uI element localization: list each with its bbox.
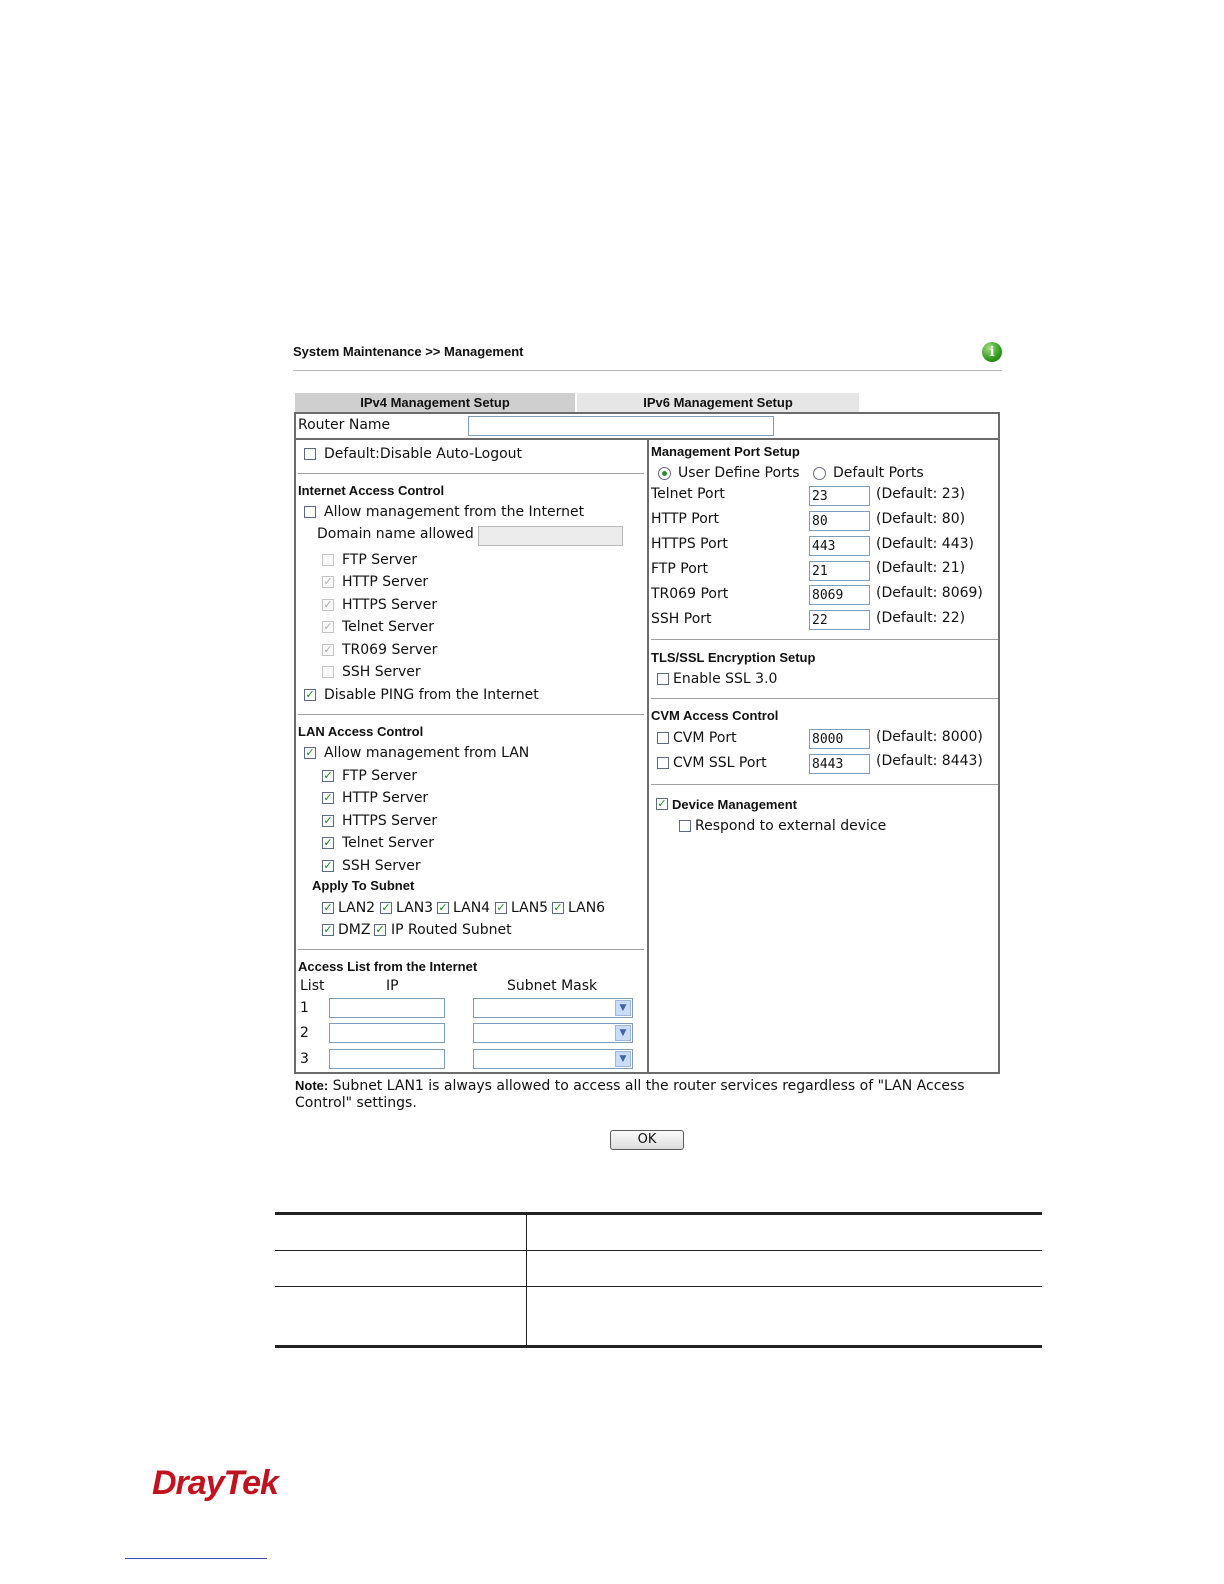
note-prefix: Note: xyxy=(295,1078,329,1093)
subnet-label: DMZ xyxy=(338,922,371,938)
draytek-logo: DrayTek xyxy=(152,1464,278,1502)
access-list-title: Access List from the Internet xyxy=(298,959,478,974)
port-label: TR069 Port xyxy=(651,586,729,602)
cvm-title: CVM Access Control xyxy=(651,708,779,723)
access-list-ip-input[interactable] xyxy=(329,1049,445,1069)
lan-service-label: HTTP Server xyxy=(342,790,429,806)
auto-logout-label: Default:Disable Auto-Logout xyxy=(324,446,523,462)
enable-ssl-label: Enable SSL 3.0 xyxy=(673,671,778,687)
lan-http-checkbox[interactable]: ✓ xyxy=(323,791,333,804)
table-row-rule xyxy=(275,1250,1042,1251)
internet-service-label: Telnet Server xyxy=(342,619,435,635)
port-label: Telnet Port xyxy=(651,486,725,502)
cvm-port-input[interactable] xyxy=(809,729,870,749)
access-list-ip-input[interactable] xyxy=(329,1023,445,1043)
http-port-input[interactable] xyxy=(809,511,870,531)
column-divider xyxy=(647,440,649,1072)
internet-service-label: TR069 Server xyxy=(342,642,438,658)
subnet-label: LAN6 xyxy=(568,900,606,916)
lan-ftp-checkbox[interactable]: ✓ xyxy=(323,769,333,782)
internet-tr069-checkbox[interactable]: ✓ xyxy=(323,643,333,656)
note-text xyxy=(295,1077,995,1112)
subnet-lan5-checkbox[interactable]: ✓ xyxy=(496,901,506,914)
chevron-down-icon[interactable]: ▼ xyxy=(615,1000,631,1016)
allow-lan-label: Allow management from LAN xyxy=(324,745,530,761)
tab-ipv6-management[interactable]: IPv6 Management Setup xyxy=(577,393,859,412)
cvm-ssl-port-label: CVM SSL Port xyxy=(673,755,767,771)
chevron-down-icon[interactable]: ▼ xyxy=(615,1051,631,1067)
port-default-text: (Default: 8069) xyxy=(876,585,983,601)
chevron-down-icon[interactable]: ▼ xyxy=(615,1025,631,1041)
internet-service-label: FTP Server xyxy=(342,552,418,568)
access-list-ip-input[interactable] xyxy=(329,998,445,1018)
lan-service-label: FTP Server xyxy=(342,768,418,784)
tab-ipv4-management[interactable]: IPv4 Management Setup xyxy=(295,393,575,412)
access-list-col-ip: IP xyxy=(386,978,399,994)
domain-allowed-input[interactable] xyxy=(478,526,623,546)
port-label: HTTP Port xyxy=(651,511,720,527)
internet-telnet-checkbox[interactable]: ✓ xyxy=(323,620,333,633)
lan-service-label: SSH Server xyxy=(342,858,421,874)
lan-service-label: HTTPS Server xyxy=(342,813,438,829)
cvm-ssl-port-input[interactable] xyxy=(809,754,870,774)
info-icon[interactable]: i xyxy=(982,342,1002,362)
port-default-text: (Default: 8000) xyxy=(876,729,983,745)
subnet-lan3-checkbox[interactable]: ✓ xyxy=(381,901,391,914)
port-label: HTTPS Port xyxy=(651,536,728,552)
user-define-ports-radio[interactable] xyxy=(658,467,671,480)
access-list-col-mask: Subnet Mask xyxy=(507,978,598,994)
access-list-row-number: 2 xyxy=(300,1025,309,1041)
telnet-port-input[interactable] xyxy=(809,486,870,506)
separator xyxy=(298,473,644,474)
router-name-input[interactable] xyxy=(468,416,774,436)
access-list-col-list: List xyxy=(300,978,325,994)
lan-access-title: LAN Access Control xyxy=(298,724,424,739)
router-name-label: Router Name xyxy=(298,417,391,433)
respond-external-label: Respond to external device xyxy=(695,818,887,834)
table-top-rule xyxy=(275,1212,1042,1215)
port-label: FTP Port xyxy=(651,561,709,577)
port-label: SSH Port xyxy=(651,611,712,627)
cvm-port-checkbox[interactable] xyxy=(657,732,669,744)
port-default-text: (Default: 21) xyxy=(876,560,966,576)
tr069-port-input[interactable] xyxy=(809,585,870,605)
subnet-dmz-checkbox[interactable]: ✓ xyxy=(323,923,333,936)
respond-external-checkbox[interactable] xyxy=(679,820,691,832)
subnet-ip-routed-checkbox[interactable]: ✓ xyxy=(375,923,385,936)
footer-rule xyxy=(125,1558,267,1559)
cvm-port-label: CVM Port xyxy=(673,730,737,746)
ssh-port-input[interactable] xyxy=(809,610,870,630)
disable-ping-checkbox[interactable]: ✓ xyxy=(305,688,315,701)
router-name-row xyxy=(296,414,998,440)
default-ports-radio[interactable] xyxy=(813,467,826,480)
access-list-mask-select[interactable] xyxy=(473,1049,633,1069)
internet-service-label: HTTPS Server xyxy=(342,597,438,613)
internet-ftp-checkbox[interactable] xyxy=(322,554,334,566)
internet-access-title: Internet Access Control xyxy=(298,483,445,498)
subnet-label: LAN2 xyxy=(338,900,376,916)
title-bar xyxy=(293,342,1002,371)
ok-button[interactable]: OK xyxy=(610,1130,684,1150)
lan-telnet-checkbox[interactable]: ✓ xyxy=(323,836,333,849)
allow-internet-label: Allow management from the Internet xyxy=(324,504,585,520)
breadcrumb: System Maintenance >> Management xyxy=(293,344,524,359)
access-list-mask-select[interactable] xyxy=(473,1023,633,1043)
auto-logout-checkbox[interactable] xyxy=(304,448,316,460)
table-row-rule xyxy=(275,1286,1042,1287)
table-bottom-rule xyxy=(275,1345,1042,1348)
subnet-lan4-checkbox[interactable]: ✓ xyxy=(438,901,448,914)
port-default-text: (Default: 22) xyxy=(876,610,966,626)
internet-ssh-checkbox[interactable] xyxy=(322,666,334,678)
internet-http-checkbox[interactable]: ✓ xyxy=(323,575,333,588)
subnet-label: LAN3 xyxy=(396,900,434,916)
apply-subnet-title: Apply To Subnet xyxy=(312,878,415,893)
allow-lan-checkbox[interactable]: ✓ xyxy=(305,746,315,759)
table-column-rule xyxy=(526,1213,527,1346)
ftp-port-input[interactable] xyxy=(809,561,870,581)
separator xyxy=(651,698,998,699)
disable-ping-label: Disable PING from the Internet xyxy=(324,687,539,703)
https-port-input[interactable] xyxy=(809,536,870,556)
separator xyxy=(298,949,644,950)
device-management-checkbox[interactable]: ✓ xyxy=(657,797,667,810)
device-management-label: Device Management xyxy=(672,797,797,812)
internet-service-label: SSH Server xyxy=(342,664,421,680)
port-setup-title: Management Port Setup xyxy=(651,444,800,459)
subnet-label: LAN5 xyxy=(511,900,549,916)
subnet-lan6-checkbox[interactable]: ✓ xyxy=(553,901,563,914)
default-ports-label: Default Ports xyxy=(833,465,924,481)
allow-internet-checkbox[interactable] xyxy=(304,506,316,518)
lan-ssh-checkbox[interactable]: ✓ xyxy=(323,859,333,872)
port-default-text: (Default: 80) xyxy=(876,511,966,527)
access-list-mask-select[interactable] xyxy=(473,998,633,1018)
cvm-ssl-port-checkbox[interactable] xyxy=(657,757,669,769)
user-define-ports-label: User Define Ports xyxy=(678,465,800,481)
port-default-text: (Default: 443) xyxy=(876,536,974,552)
internet-service-label: HTTP Server xyxy=(342,574,429,590)
lan-service-label: Telnet Server xyxy=(342,835,435,851)
domain-allowed-label: Domain name allowed xyxy=(317,526,474,542)
note-body: Subnet LAN1 is always allowed to access all the router services regardless of "LAN Access Control" settings. xyxy=(295,1078,965,1111)
separator xyxy=(298,714,644,715)
separator xyxy=(651,639,998,640)
enable-ssl-checkbox[interactable] xyxy=(657,673,669,685)
subnet-label: IP Routed Subnet xyxy=(391,922,512,938)
internet-https-checkbox[interactable]: ✓ xyxy=(323,598,333,611)
port-default-text: (Default: 8443) xyxy=(876,753,983,769)
subnet-label: LAN4 xyxy=(453,900,491,916)
separator xyxy=(651,784,998,785)
subnet-lan2-checkbox[interactable]: ✓ xyxy=(323,901,333,914)
lan-https-checkbox[interactable]: ✓ xyxy=(323,814,333,827)
access-list-row-number: 1 xyxy=(300,1000,309,1016)
access-list-row-number: 3 xyxy=(300,1051,309,1067)
port-default-text: (Default: 23) xyxy=(876,486,966,502)
tls-title: TLS/SSL Encryption Setup xyxy=(651,650,816,665)
